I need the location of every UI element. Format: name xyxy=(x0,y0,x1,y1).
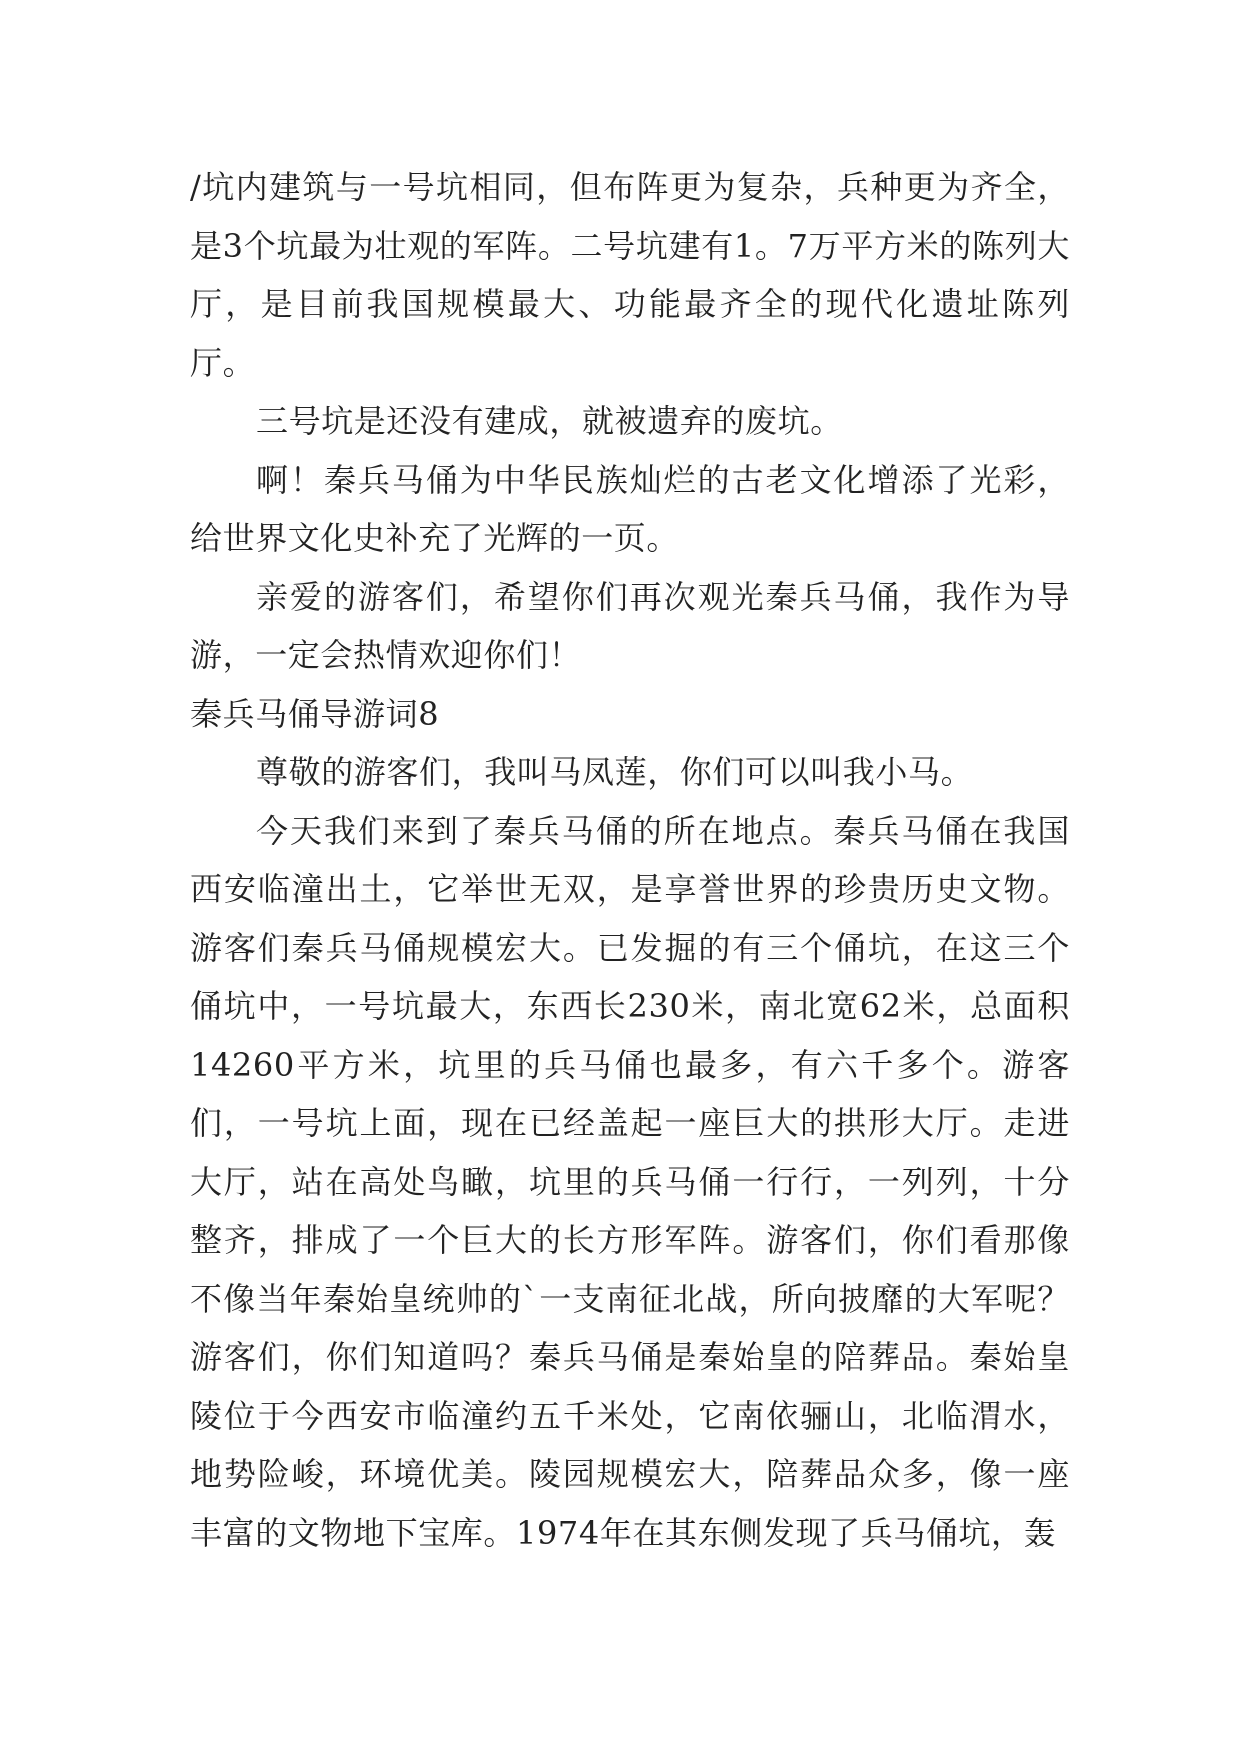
paragraph-praise: 啊！秦兵马俑为中华民族灿烂的古老文化增添了光彩，给世界文化史补充了光辉的一页。 xyxy=(190,460,1070,557)
paragraph-main-description: 今天我们来到了秦兵马俑的所在地点。秦兵马俑在我国西安临潼出土，它举世无双，是享誉世界的珍贵历史文物。游客们秦兵马俑规模宏大。已发掘的有三个俑坑，在这三个俑坑中，一号坑最大，东西长230米，南北宽62米，总面积14260平方米，坑里的兵马俑也最多，有六千多个。游客们，一号坑上面，现在已经盖起一座巨大的拱形大厅。走进大厅，站在高处鸟瞰，坑里的兵马俑一行行，一列列，十分整齐，排成了一个巨大的长方形军阵。游客们，你们看那像不像当年秦始皇统帅的`一支南征北战，所向披靡的大军呢？游客们，你们知道吗？秦兵马俑是秦始皇的陪葬品。秦始皇陵位于今西安市临潼约五千米处，它南依骊山，北临渭水，地势险峻，环境优美。陵园规模宏大，陪葬品众多，像一座丰富的文物地下宝库。1974年在其东侧发现了兵马俑坑，轰 xyxy=(190,811,1070,1552)
paragraph-greeting: 尊敬的游客们，我叫马凤莲，你们可以叫我小马。 xyxy=(256,753,974,791)
paragraph-pit2-description: /坑内建筑与一号坑相同，但布阵更为复杂，兵种更为齐全，是3个坑最为壮观的军阵。二号坑建有1。7万平方米的陈列大厅，是目前我国规模最大、功能最齐全的现代化遗址陈列厅。 xyxy=(190,168,1070,382)
document-body xyxy=(190,158,1070,1562)
paragraph-farewell: 亲爱的游客们，希望你们再次观光秦兵马俑，我作为导游，一定会热情欢迎你们！ xyxy=(190,577,1070,674)
paragraph-pit3-description: 三号坑是还没有建成，就被遗弃的废坑。 xyxy=(256,402,843,440)
section-heading: 秦兵马俑导游词8 xyxy=(190,694,440,733)
